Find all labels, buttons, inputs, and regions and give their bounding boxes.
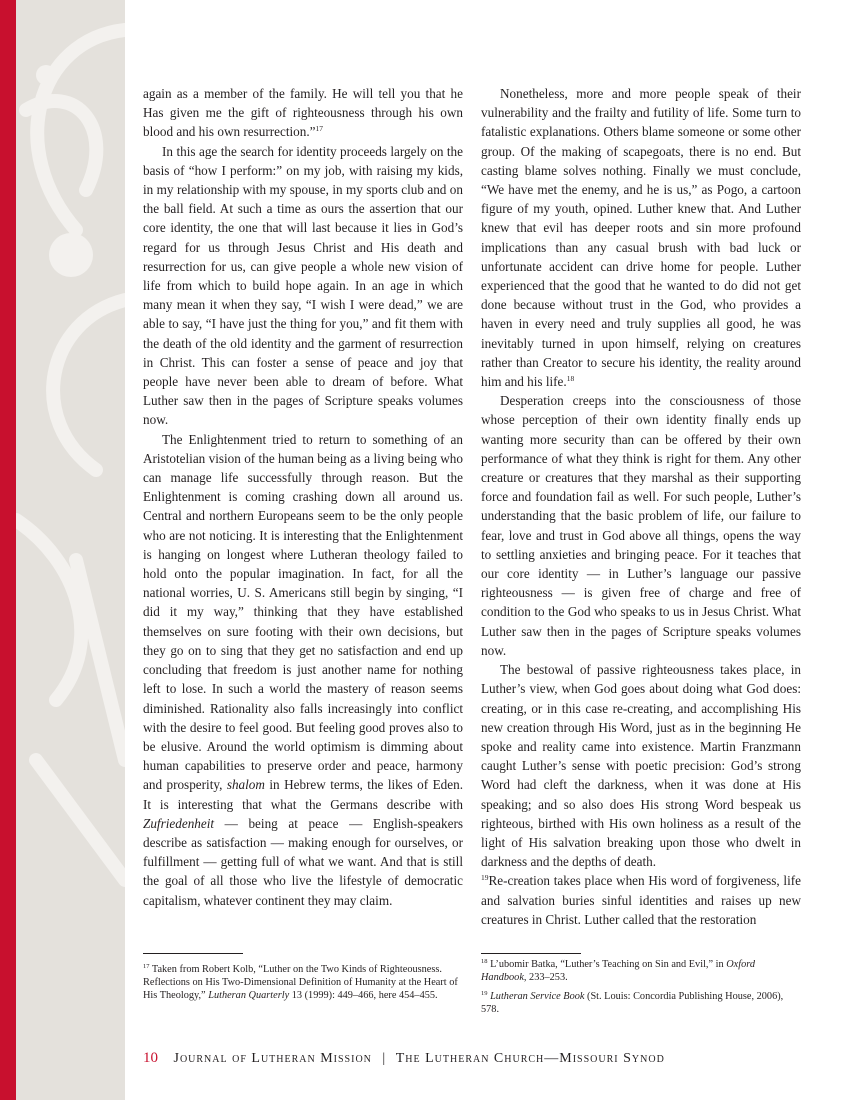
footnote-divider xyxy=(481,953,581,954)
footnote-ref: 17 xyxy=(315,124,323,134)
paragraph: Nonetheless, more and more people speak of their vulnerability and the frailty and futility of life. Some turn to fatalistic explanations. Others blame someone or some other group. Of the making of scapegoats, there is no end. But casting blame solves nothing. Finally we must conclude, “We have met the enemy, and he is us,” as Pogo, a cartoon figure of my youth, opined. Luther knew that. And Luther knew that evil has deeper roots and sin more profound implications than any casual brush with bad luck or unfortunate accident can drive home for people. Luther experienced that the good that he wanted to do did not get done because without trust in the God, who provides a haven in every need and truly supplies all good, he was inevitably turned in upon himself, relying on creatures rather than Creator to secure his identity, the reality around him and his life.$^{18}$ xyxy=(481,86,801,390)
footnote-divider xyxy=(143,953,243,954)
paragraph: In this age the search for identity proceeds largely on the basis of “how I perform:” on my job, with raising my kids, in my relationship with my spouse, in my sports club and on the ball field. At such a time as ours the assertion that our core identity, the one that will last because it lies in God’s regard for us through Jesus Christ and His death and resurrection for us, can give people a whole new vision of life from which to build hope again. In an age in which many mean it when they say, “I wish I were dead,” we are able to say, “I have just the thing for you,” and fit them with the death of the old identity and the garment of resurrection in Christ. This can foster a sense of peace and joy that people have never been able to dream of before. What Luther saw then in the pages of Scripture speaks volumes now. xyxy=(143,143,463,428)
footnote-ref: 18 xyxy=(566,374,575,384)
page-footer xyxy=(143,1050,665,1067)
page-number: 10 xyxy=(143,1050,158,1066)
footnote-17: $^{17}$ Taken from Robert Kolb, “Luther on the Two Kinds of Righteousness. Reflections on His Two-Dimensional Definition of Humanity at the Heart of His Theology,” Lutheran Quarterly 13 (1999): 449–466, here 454–455. xyxy=(143,963,458,1001)
luther-rose-watermark-icon xyxy=(16,0,125,1100)
right-text-column xyxy=(481,84,801,929)
paragraph: The bestowal of passive righteousness takes place, in Luther’s view, when God goes about doing what God does: creating, or in this case re-creating, and accomplishing His new creation through His Word, just as in the beginning He spoke and reality came into existence. Martin Franzmann caught Luther’s sense with poetic precision: God’s strong Word had cleft the darkness, when it was done at His speaking; and so also does His strong Word bespeak us righteous, birthed with His own holiness as a result of the light of His salvation breaking upon those who dwelt in darkness and the depths of death. $^{19}$Re-creation takes place when His word of forgiveness, life and salvation buries sinful identities and raises up new creatures in Christ. Luther called that the restoration xyxy=(481,662,801,927)
footer-separator: | xyxy=(382,1051,386,1066)
paragraph: again as a member of the family. He will tell you that he Has given me the gift of righteousness through his own blood and his own resurrection.”$^{17}$ xyxy=(143,86,463,140)
footnote-19: $^{19}$ Lutheran Service Book (St. Louis: Concordia Publishing House, 2006), 578. xyxy=(481,990,784,1015)
decorative-margin-band xyxy=(16,0,125,1100)
red-margin-bar xyxy=(0,0,16,1100)
paragraph: Desperation creeps into the consciousness of those whose perception of their own identity finally ends up wanting more security than can be offered by their own performance of what they think is right for them. Any other creature or creatures that they marshal as their supporting force and foundation fail as well. For such people, Luther’s understanding that the basic problem of life, our failure to fear, love and trust in God above all things, opens the way to settling anxieties and bringing peace. For it teaches that our core identity — in Luther’s language our passive righteousness — is given free of charge and free of condition to the God who speaks to us in Jesus Christ. What Luther saw then in the pages of Scripture speaks volumes now. xyxy=(481,393,801,658)
paragraph: The Enlightenment tried to return to something of an Aristotelian vision of the human being as a living being who can manage life successfully through reason. But the Enlightenment is coming crashing down all around us. Central and northern Europeans seem to be the only people who are not noticing. It is interesting that the Enlightenment is hanging on longest where Lutheran theology failed to hold onto the popular imagination. In fact, for all the national worries, U. S. Americans still begin by singing, “I did it my way,” thinking that they have established themselves on sure footing with their own decisions, but they go on to sing that they get no satisfaction and end up concluding that freedom is just another name for nothing left to lose. In such a world the mastery of reason seems diminished. Rationality also falls increasingly into conflict with the desire to feel good. But feeling good proves also to be elusive. Around the world optimism is dimming about human capabilities to preserve order and peace, harmony and prosperity, shalom in Hebrew terms, the likes of Eden. It is interesting that what the Germans describe with Zufriedenheit — being at peace — English-speakers describe as satisfaction — making enough for ourselves, or fulfillment — getting full of what we want. And that is still the goal of all those who live the lifestyle of democratic capitalism, whatever continent they may claim. xyxy=(143,431,463,908)
publisher-name: The Lutheran Church—Missouri Synod xyxy=(395,1051,665,1066)
footnote-ref: 19 xyxy=(481,873,489,883)
footnote-18: $^{18}$ L’ubomir Batka, “Luther’s Teaching on Sin and Evil,” in Oxford Handbook, 233–253. xyxy=(481,958,756,983)
journal-title: Journal of Lutheran Mission xyxy=(173,1051,372,1066)
left-text-column xyxy=(143,84,463,910)
